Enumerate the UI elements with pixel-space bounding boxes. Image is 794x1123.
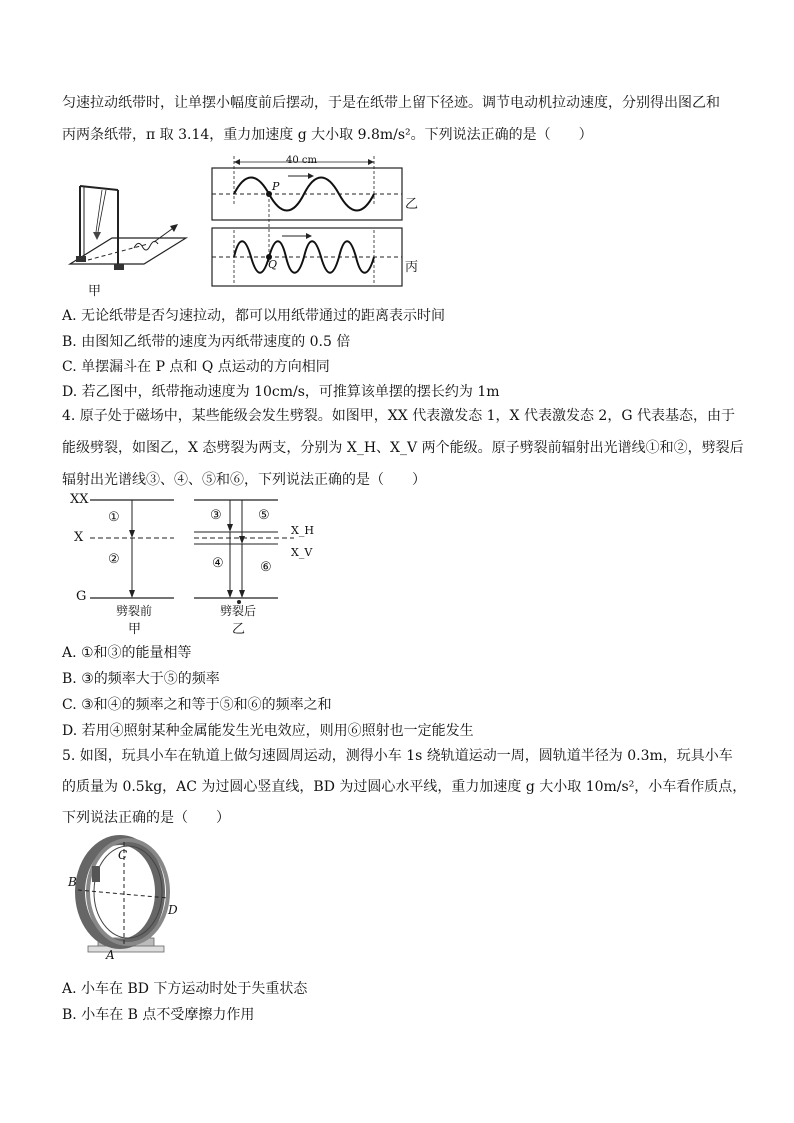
q4-option-c: C. ③和④的频率之和等于⑤和⑥的频率之和: [62, 697, 332, 713]
spectral-line-5: ⑤: [258, 508, 270, 523]
before-split-label: 劈裂前: [116, 604, 153, 618]
q4-option-b: B. ③的频率大于⑤的频率: [62, 671, 220, 687]
spectral-line-4: ④: [212, 556, 224, 571]
q5-text-line2: 的质量为 0.5kg，AC 为过圆心竖直线，BD 为过圆心水平线，重力加速度 g 大小取 10m/s²，小车看作质点，: [62, 779, 747, 795]
fig-jia-caption: 甲: [88, 284, 102, 299]
q3-option-b: B. 由图知乙纸带的速度为丙纸带速度的 0.5 倍: [62, 334, 351, 350]
strip-bing-label: 丙: [405, 260, 419, 275]
point-p-label: P: [272, 180, 280, 193]
point-b-label: B: [68, 875, 77, 889]
point-q-label: Q: [268, 258, 278, 271]
q3-option-c: C. 单摆漏斗在 P 点和 Q 点运动的方向相同: [62, 359, 330, 375]
level-x-label: X: [74, 530, 84, 545]
paper-strips-figure: [210, 154, 430, 290]
q4-option-a: A. ①和③的能量相等: [62, 645, 192, 661]
point-c-label: C: [118, 848, 128, 862]
q4-text-line1: 4. 原子处于磁场中，某些能级会发生劈裂。如图甲，XX 代表激发态 1，X 代表激发态 2，G 代表基态，由于: [62, 408, 735, 424]
spectral-line-1: ①: [108, 510, 120, 525]
fig-yi-label: 乙: [232, 622, 246, 637]
q4-option-d: D. 若用④照射某种金属能发生光电效应，则用⑥照射也一定能发生: [62, 723, 474, 739]
level-xx-label: XX: [70, 492, 89, 507]
strip-width-label: 40 cm: [286, 155, 317, 166]
strip-yi-label: 乙: [405, 197, 419, 212]
q5-text-line3: 下列说法正确的是（ ）: [62, 810, 230, 826]
point-a-label: A: [106, 948, 115, 962]
fig-jia-label: 甲: [128, 622, 142, 637]
point-d-label: D: [168, 903, 178, 917]
q3-option-d: D. 若乙图中，纸带拖动速度为 10cm/s，可推算该单摆的摆长约为 1m: [62, 384, 500, 400]
q3-option-a: A. 无论纸带是否匀速拉动，都可以用纸带通过的距离表示时间: [62, 308, 446, 324]
q5-option-a: A. 小车在 BD 下方运动时处于失重状态: [62, 981, 308, 997]
after-split-label: 劈裂后: [220, 604, 257, 618]
q5-text-line1: 5. 如图，玩具小车在轨道上做匀速圆周运动，测得小车 1s 绕轨道运动一周，圆轨道半径为 0.3m，玩具小车: [62, 748, 733, 764]
q4-text-line3: 辐射出光谱线③、④、⑤和⑥，下列说法正确的是（ ）: [62, 472, 426, 488]
q4-text-line2: 能级劈裂，如图乙，X 态劈裂为两支，分别为 X_H、X_V 两个能级。原子劈裂前辐射出光谱线①和②，劈裂后: [62, 440, 744, 456]
q3-text-line2: 丙两条纸带，π 取 3.14，重力加速度 g 大小取 9.8m/s²。下列说法正确的是（ ）: [62, 127, 593, 143]
level-xv-label: X_V: [291, 546, 313, 559]
spectral-line-2: ②: [108, 552, 120, 567]
q5-option-b: B. 小车在 B 点不受摩擦力作用: [62, 1007, 255, 1023]
q3-text-line1: 匀速拉动纸带时，让单摆小幅度前后摆动，于是在纸带上留下径迹。调节电动机拉动速度，分别得出图乙和: [62, 95, 720, 111]
pendulum-apparatus-figure: [62, 176, 192, 294]
spectral-line-6: ⑥: [260, 560, 272, 575]
level-xh-label: X_H: [291, 524, 314, 537]
level-g-label: G: [76, 589, 87, 604]
spectral-line-3: ③: [210, 508, 222, 523]
